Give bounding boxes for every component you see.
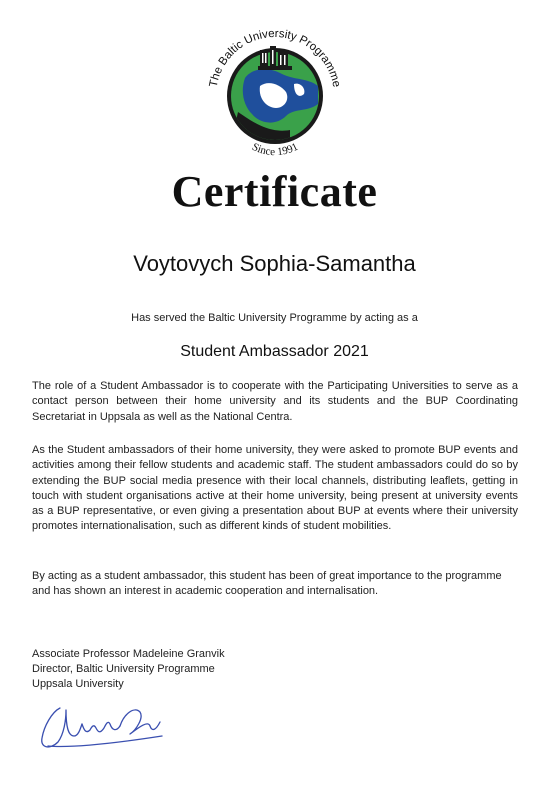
served-line: Has served the Baltic University Programme by acting as a [131,312,418,324]
signer-position: Director, Baltic University Programme [32,663,215,676]
role-title: Student Ambassador 2021 [180,343,369,360]
certificate-title: Certificate [171,167,378,216]
recipient-name: Voytovych Sophia-Samantha [133,251,416,276]
paragraph-role-description: The role of a Student Ambassador is to cooperate with the Participating Universities to serve as a contact person between their home university and its students and the BUP Coordinating Secretariat in Uppsala as well as the National Centra. [32,380,518,423]
paragraph-closing: By acting as a student ambassador, this student has been of great importance to the programme and has shown an interest in academic cooperation and internalisation. [32,570,502,598]
signer-institution: Uppsala University [32,678,124,691]
paragraph-duties: As the Student ambassadors of their home university, they were asked to promote BUP events and activities among their fellow students and academic staff. The student ambassadors could do so by extending the BUP social media presence with their local channels, distributing leaflets, getting in touch with student organisations active at their home university, being present at university events as a BUP representative, or even giving a presentation about BUP at events where their university promotes internationalisation, such as different kinds of student mobilities. [32,444,518,533]
logo-arc-text: The Baltic University Programme [207,27,343,89]
bup-logo [190,8,360,168]
signer-name: Associate Professor Madeleine Granvik [32,648,225,660]
signer-block [32,647,225,693]
handwritten-signature [30,690,180,760]
logo-since-text: Since 1991 [250,140,300,159]
